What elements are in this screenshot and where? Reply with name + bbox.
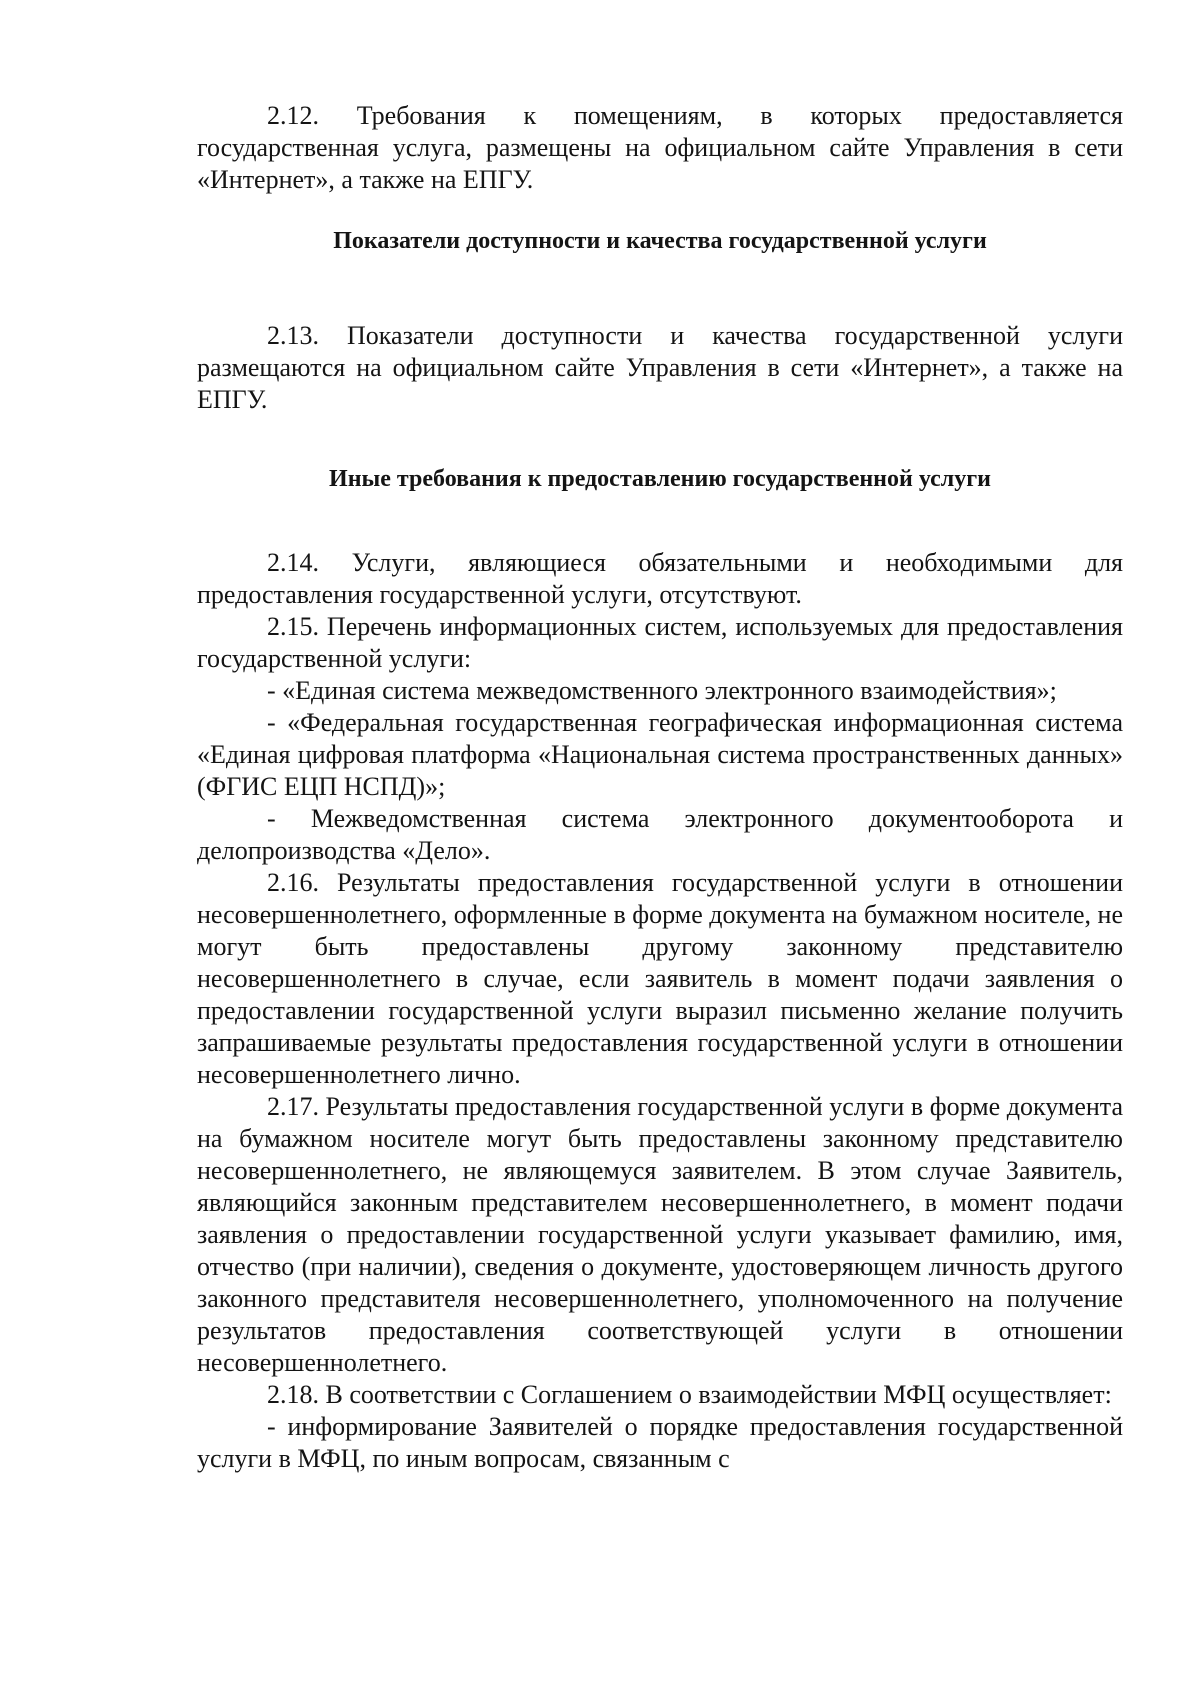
body-text-section xyxy=(197,547,1123,1475)
section-heading-availability: Показатели доступности и качества государственной услуги xyxy=(333,228,987,254)
list-item-delo: - Межведомственная система электронного документооборота и делопроизводства «Дело». xyxy=(197,804,1123,865)
paragraph-2-13: 2.13. Показатели доступности и качества государственной услуги размещаются на официальном сайте Управления в сети «Интернет», а также на ЕПГУ. xyxy=(197,321,1123,414)
list-item-fgis-nspd: - «Федеральная государственная географическая информационная система «Единая цифровая платформа «Национальная система пространственных данных» (ФГИС ЕЦП НСПД)»; xyxy=(197,708,1123,801)
section-heading-other-requirements: Иные требования к предоставлению государственной услуги xyxy=(329,466,991,492)
paragraph-2-15: 2.15. Перечень информационных систем, используемых для предоставления государственной услуги: xyxy=(197,612,1123,673)
paragraph-2-18: 2.18. В соответствии с Соглашением о взаимодействии МФЦ осуществляет: xyxy=(267,1380,1112,1409)
paragraph-2-17: 2.17. Результаты предоставления государственной услуги в форме документа на бумажном носителе могут быть предоставлены законному представителю несовершеннолетнего, не являющемуся заявителем. В этом случае Заявитель, являющийся законным представителем несовершеннолетнего, в момент подачи заявления о предоставлении государственной услуги указывает фамилию, имя, отчество (при наличии), сведения о документе, удостоверяющем личность другого законного представителя несовершеннолетнего, уполномоченного на получение результатов предоставления соответствующей услуги в отношении несовершеннолетнего. xyxy=(197,1092,1123,1377)
list-item-smev: - «Единая система межведомственного электронного взаимодействия»; xyxy=(267,676,1057,705)
list-item-mfc-informing: - информирование Заявителей о порядке предоставления государственной услуги в МФЦ, по иным вопросам, связанным с xyxy=(197,1412,1123,1473)
paragraph-2-12: 2.12. Требования к помещениям, в которых предоставляется государственная услуга, размещены на официальном сайте Управления в сети «Интернет», а также на ЕПГУ. xyxy=(197,101,1123,194)
paragraph-2-14: 2.14. Услуги, являющиеся обязательными и необходимыми для предоставления государственной услуги, отсутствуют. xyxy=(197,548,1123,609)
paragraph-2-16: 2.16. Результаты предоставления государственной услуги в отношении несовершеннолетнего, оформленные в форме документа на бумажном носителе, не могут быть предоставлены другому законному представителю несовершеннолетнего в случае, если заявитель в момент подачи заявления о предоставлении государственной услуги выразил письменно желание получить запрашиваемые результаты предоставления государственной услуги в отношении несовершеннолетнего лично. xyxy=(197,868,1123,1089)
